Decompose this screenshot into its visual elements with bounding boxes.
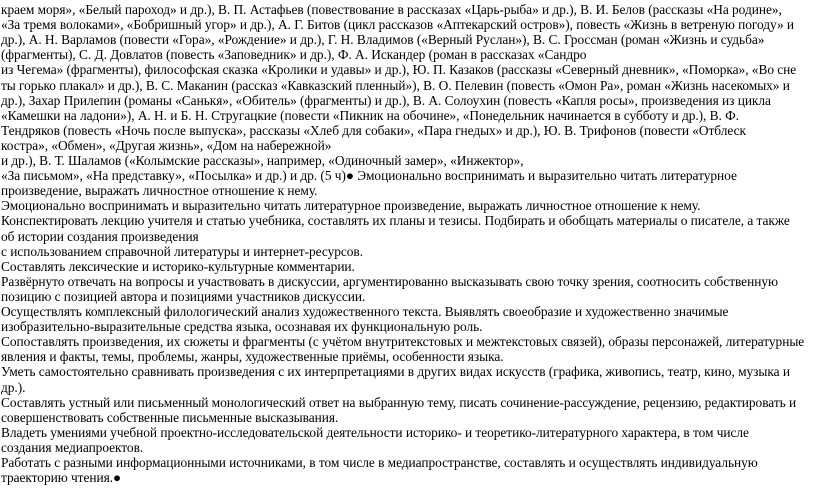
- text-line: создания медиапроектов.: [1, 439, 144, 455]
- text-line: др.), А. Н. Варламов (повести «Гора», «Рождение» и др.), Г. Н. Владимов («Верный Руслан»), В. С. Гроссман (роман «Жизнь и судьба»: [1, 32, 765, 48]
- text-line: Владеть умениями учебной проектно-исследовательской деятельности историко- и теоретико-литературного характера, в том числе: [1, 424, 749, 440]
- text-line: траекторию чтения.●: [1, 470, 122, 486]
- text-line: др.), Захар Прилепин (романы «Санькя», «Обитель» (фрагменты) и др.), В. А. Солоухин (повесть «Капля росы», произведения из цикла: [1, 92, 771, 108]
- text-line: с использованием справочной литературы и интернет-ресурсов.: [1, 243, 363, 259]
- text-line: краем моря», «Белый пароход» и др.), В. П. Астафьев (повествование в рассказах «Царь-рыба» и др.), В. И. Белов (рассказы «На родине»,: [1, 2, 782, 17]
- text-line: произведение, выражать личностное отношение к нему.: [1, 183, 318, 199]
- text-segment: Эмоционально воспринимать и выразительно читать литературное: [353, 168, 737, 184]
- text-line: и др.), В. Т. Шаламов («Колымские рассказы», например, «Одиночный замер», «Инжектор»,: [1, 153, 524, 168]
- text-line: «Камешки на ладони»), А. Н. и Б. Н. Стругацкие (повести «Пикник на обочине», «Понедельник начинается в субботу и др.), В. Ф.: [1, 107, 739, 123]
- text-line: изобразительно-выразительные средства языка, осознавая их функциональную роль.: [1, 319, 483, 335]
- text-line: Тендряков (повесть «Ночь после выпуска», рассказы «Хлеб для собаки», «Пара гнедых» и др.), Ю. В. Трифонов (повести «Отблеск: [1, 122, 746, 138]
- text-line: Работать с разными информационными источниками, в том числе в медиапространстве, составлять и осуществлять индивидуальную: [1, 455, 758, 470]
- text-line: явления и факты, темы, проблемы, жанры, художественные приёмы, особенности языка.: [1, 349, 504, 365]
- text-line: (фрагменты), С. Д. Довлатов (повесть «Заповедник» и др.), Ф. А. Искандер (роман в рассказах «Сандро: [1, 47, 587, 63]
- text-line: Осуществлять комплексный филологический анализ художественного текста. Выявлять своеобразие и художественно значимые: [1, 304, 729, 319]
- text-line: Эмоционально воспринимать и выразительно читать литературное произведение, выражать личностное отношение к нему.: [1, 198, 701, 214]
- text-line: позицию с позицией автора и позициями участников дискуссии.: [1, 288, 366, 304]
- bullet-icon: ●: [112, 470, 122, 486]
- text-line: совершенствовать собственные письменные высказывания.: [1, 409, 339, 425]
- text-line: костра», «Обмен», «Другая жизнь», «Дом на набережной»: [1, 137, 332, 153]
- bullet-icon: ●: [345, 168, 354, 184]
- text-line: Составлять лексические и историко-культурные комментарии.: [1, 258, 355, 274]
- text-line: об истории создания произведения: [1, 228, 199, 244]
- text-line: Сопоставлять произведения, их сюжеты и фрагменты (с учётом внутритекстовых и межтекстовых связей), образы персонажей, литературные: [1, 334, 805, 350]
- text-line: Развёрнуто отвечать на вопросы и участвовать в дискуссии, аргументированно высказывать свою точку зрения, соотносить собственную: [1, 273, 778, 289]
- text-line: «За тремя волоками», «Бобришный угор» и др.), А. Г. Битов (цикл рассказов «Аптекарский остров»), повесть «Жизнь в ветреную погоду» и: [1, 17, 795, 33]
- text-segment: «За письмом», «На представку», «Посылка» и др.) и др. (5 ч): [1, 168, 346, 184]
- text-line: из Чегема» (фрагменты), философская сказка «Кролики и удавы» и др.), Ю. П. Казаков (рассказы «Северный дневник», «Поморка», «Во сне: [1, 62, 797, 78]
- text-line: Составлять устный или письменный монологический ответ на выбранную тему, писать сочинение-рассуждение, рецензию, редактировать и: [1, 394, 797, 410]
- text-line: др.).: [1, 379, 26, 395]
- text-line: Уметь самостоятельно сравнивать произведения с их интерпретациями в других видах искусств (графика, живопись, театр, кино, музыка и: [1, 364, 790, 380]
- text-line-with-bullet: [1, 168, 737, 184]
- text-line: Конспектировать лекцию учителя и статью учебника, составлять их планы и тезисы. Подбирать и обобщать материалы о писателе, а также: [1, 213, 790, 229]
- text-line: ты горько плакал» и др.), В. С. Маканин (рассказ «Кавказский пленный»), В. О. Пелевин (повесть «Омон Ра», роман «Жизнь насекомых» и: [1, 77, 790, 93]
